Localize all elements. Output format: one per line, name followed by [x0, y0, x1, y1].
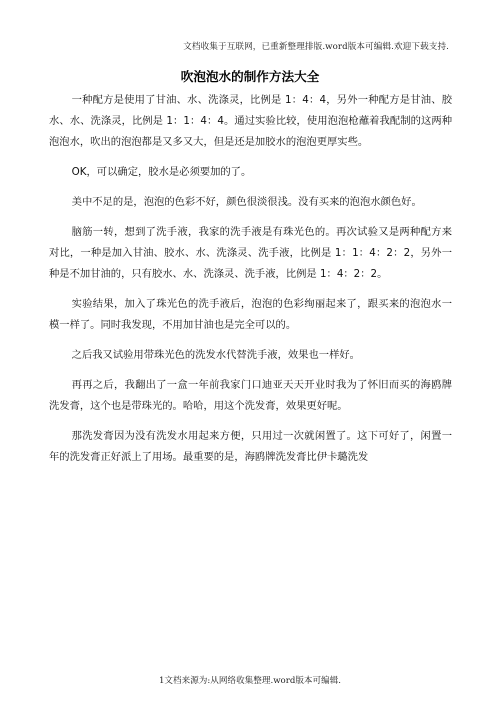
paragraph-3: 美中不足的是，泡泡的色彩不好，颜色很淡很浅。没有买来的泡泡水颜色好。 — [71, 196, 422, 208]
document-title: 吹泡泡水的制作方法大全 — [180, 69, 320, 84]
paragraph-4: 脑筋一转，想到了洗手液，我家的洗手液是有珠光色的。再次试验又是两种配方来对比，一种是加入甘油、胶水、水、洗涤灵、洗手液，比例是 1：1：4：2：2，另外一种是不加甘油的，只有胶水、水、洗涤灵、洗手液，比例是 1：4：2：2。 — [49, 226, 452, 280]
paragraph-6: 之后我又试验用带珠光色的洗发水代替洗手液，效果也一样好。 — [71, 349, 360, 361]
document-body — [49, 90, 452, 477]
paragraph-5: 实验结果，加入了珠光色的洗手液后，泡泡的色彩绚丽起来了，跟买来的泡泡水一模一样了。同时我发现，不用加甘油也是完全可以的。 — [49, 298, 452, 331]
paragraph-7: 再再之后，我翻出了一盒一年前我家门口迪亚天天开业时我为了怀旧而买的海鸥牌洗发膏，这个也是带珠光的。哈哈，用这个洗发膏，效果更好呢。 — [49, 379, 452, 412]
footer-note: 1文档来源为:从网络收集整理.word版本可编辑. — [158, 676, 342, 686]
paragraph-2: OK，可以确定，胶水是必须要加的了。 — [71, 166, 252, 178]
paragraph-1: 一种配方是使用了甘油、水、洗涤灵，比例是 1：4：4，另外一种配方是甘油、胶水、水、洗涤灵，比例是 1：1：4：4。通过实验比较，使用泡泡枪蘸着我配制的这两种泡泡水，吹出的泡泡都是又多又大，但是还是加胶水的泡泡更厚实些。 — [49, 94, 452, 148]
header-note: 文档收集于互联网，已重新整理排版.word版本可编辑.欢迎下载支持. — [183, 42, 449, 52]
paragraph-8: 那洗发膏因为没有洗发水用起来方便，只用过一次就闲置了。这下可好了，闲置一年的洗发膏正好派上了用场。最重要的是，海鸥牌洗发膏比伊卡璐洗发 — [49, 430, 452, 463]
